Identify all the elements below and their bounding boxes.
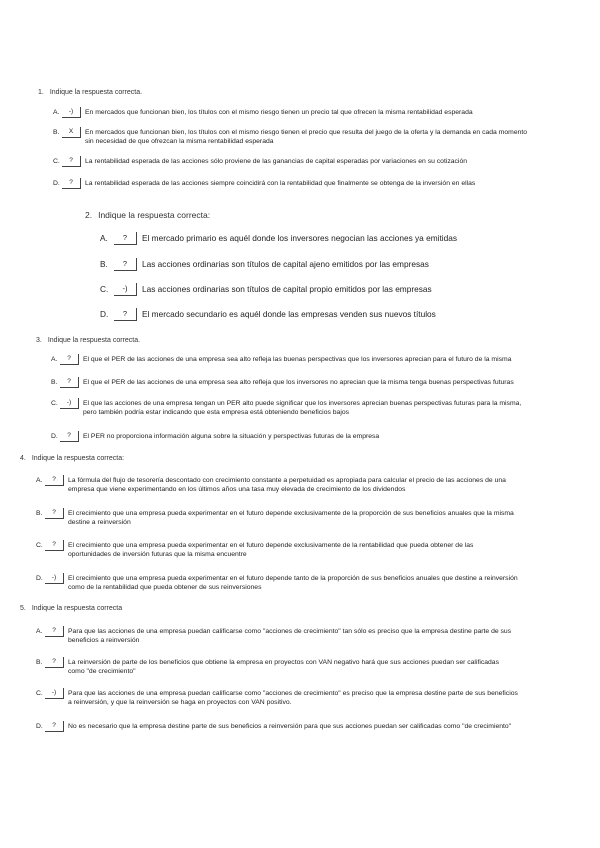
answer-mark[interactable]: ? bbox=[45, 508, 64, 519]
answer-mark[interactable]: ? bbox=[45, 657, 64, 668]
question-1-prompt: 1. Indique la respuesta correcta. bbox=[38, 89, 143, 96]
question-3-prompt: 3. Indique la respuesta correcta. bbox=[36, 337, 141, 344]
quiz-page: 1. Indique la respuesta correcta. A. -) En mercados que funcionan bien, los títulos con el mismo riesgo tienen un precio tal que ofrecen la misma rentabilidad esperada B. X En mercados que funcionan bien, los títulos con el mismo riesgo tienen el precio que resulta del juego de la oferta y la demanda en cada momento sin necesidad de que ofrezcan la misma rentabilidad esperada C. ? La rentabilidad esperada de las acciones sólo proviene de las ganancias de capital esperadas por variaciones en su cotización D. ? La rentabilidad esperada de las acciones siempre coincidirá con la rentabilidad que finalmente se obtenga de la inversión en ellas 2. Indique la respuesta correcta: A. ? El mercado primario es aquél donde los inversores negocian las acciones ya emitidas B. ? Las acciones ordinarias son títulos de capital ajeno emitidos por las empresas C. -) Las acciones ordinarias son títulos de capital propio emitidos por las empresas D. ? El mercado secundario es aquél donde las empresas venden sus nuevos títulos 3. Indique la respuesta correcta. A. ? El que el PER de las acciones de una empresa sea alto refleja las buenas perspectivas que los inversores aprecian para el futuro de la misma B. ? El que el PER de las acciones de una empresa sea alto refleja que los inversores no aprecian que la misma tenga buenas perspectivas futuras C. -) El que las acciones de una empresa tengan un PER alto puede significar que los inversores aprecian buenas perspectivas futuras para la misma, pero también podría estar indicando que esta empresa está obteniendo beneficios bajos D. ? El PER no proporciona información alguna sobre la situación y perspectivas futuras de la empresa 4. Indique la respuesta correcta: A. ? La fórmula del flujo de tesorería descontado con crecimiento constante a perpetuidad es apropiada para calcular el precio de las acciones de una empresa que viene experimentando en los últimos años una tasa muy elevada de crecimiento de los dividendos B. ? El crecimiento que una empresa pueda experimentar en el futuro depende exclusivamente de la proporción de sus beneficios anuales que la misma destine a reinversión C. ? El crecimiento que una empresa pueda experimentar en el futuro depende exclusivamente de la rentabilidad que pueda obtener de las oportunidades de inversión futuras que la misma encuentre D. -) El crecimiento que una empresa pueda experimentar en el futuro depende tanto de la proporción de sus beneficios anuales que destine a reinversión como de la rentabilidad que pueda obtener de sus reinversiones 5. Indique la respuesta correcta A. ? Para que las acciones de una empresa puedan calificarse como "acciones de crecimiento" tan sólo es preciso que la empresa destine parte de sus beneficios a reinversión B. ? La reinversión de parte de los beneficios que obtiene la empresa en proyectos con VAN negativo hará que sus acciones puedan ser calificadas como "de crecimiento" C. -) Para que las acciones de una empresa puedan calificarse como "acciones de crecimiento" es preciso que la empresa destine parte de sus beneficios a reinversión, y que la reinversión se haga en proyectos con VAN positivo. D. ? No es necesario que la empresa destine parte de sus beneficios a reinversión para que sus acciones puedan ser calificadas como "de crecimiento" bbox=[20, 89, 528, 730]
answer-mark[interactable]: ? bbox=[60, 431, 79, 442]
answer-mark[interactable]: ? bbox=[62, 178, 81, 189]
answer-mark[interactable]: X bbox=[62, 127, 81, 138]
answer-mark[interactable]: -) bbox=[114, 283, 137, 296]
answer-mark[interactable]: ? bbox=[114, 258, 137, 271]
answer-mark[interactable]: -) bbox=[62, 107, 81, 118]
answer-mark[interactable]: ? bbox=[45, 540, 64, 551]
question-4-prompt: 4. Indique la respuesta correcta: bbox=[20, 455, 125, 462]
answer-mark[interactable]: -) bbox=[60, 398, 79, 409]
answer-mark[interactable]: ? bbox=[45, 721, 64, 732]
question-5-prompt: 5. Indique la respuesta correcta bbox=[20, 605, 123, 612]
answer-mark[interactable]: ? bbox=[62, 156, 81, 167]
answer-mark[interactable]: -) bbox=[45, 573, 64, 584]
answer-mark[interactable]: ? bbox=[60, 354, 79, 365]
answer-mark[interactable]: ? bbox=[114, 308, 137, 321]
answer-mark[interactable]: ? bbox=[114, 232, 137, 245]
answer-mark[interactable]: ? bbox=[45, 475, 64, 486]
answer-mark[interactable]: ? bbox=[60, 377, 79, 388]
answer-mark[interactable]: ? bbox=[45, 626, 64, 637]
answer-mark[interactable]: -) bbox=[45, 688, 64, 699]
question-2-prompt: 2. Indique la respuesta correcta: bbox=[85, 210, 211, 220]
